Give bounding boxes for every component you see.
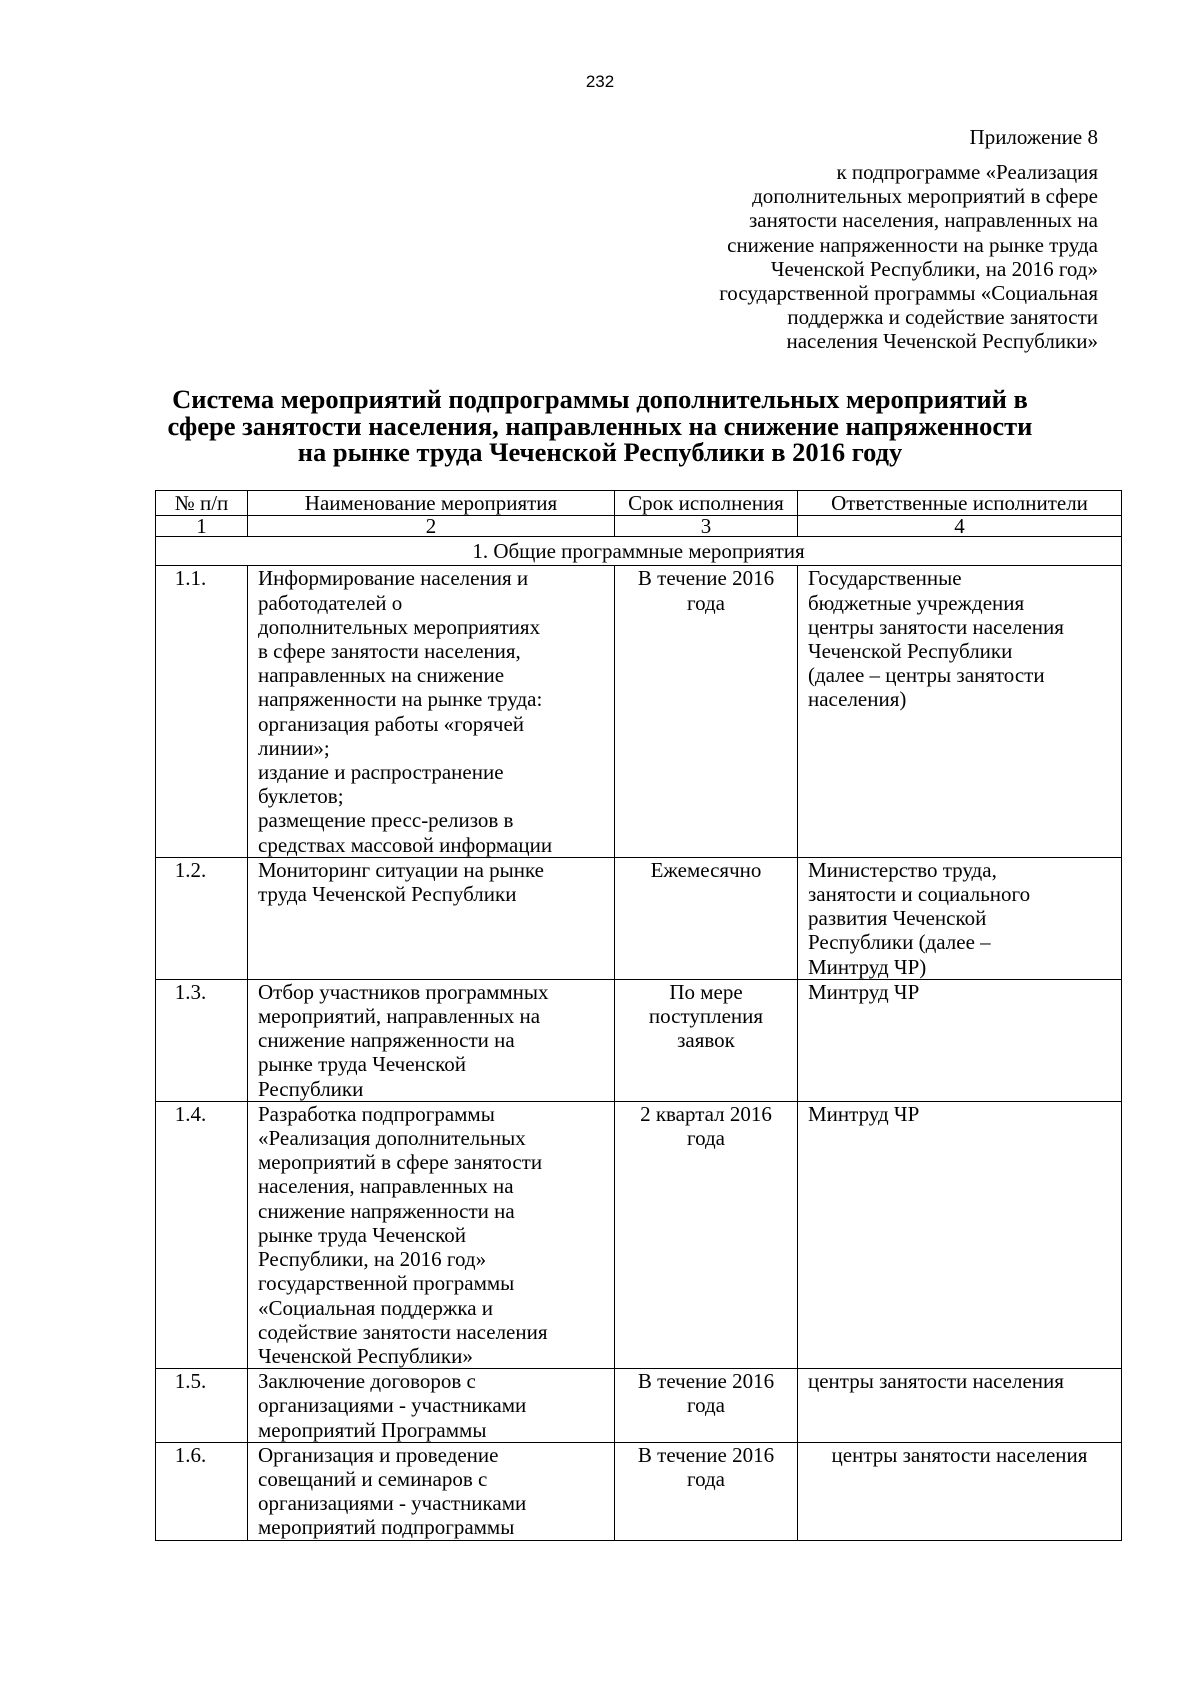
appendix-line: снижение напряженности на рынке труда xyxy=(727,232,1098,257)
activity-term xyxy=(615,979,798,1101)
title-line: Система мероприятий подпрограммы дополнительных мероприятий в xyxy=(172,384,1028,414)
appendix-line: поддержка и содействие занятости xyxy=(787,305,1098,330)
activity-executors-line: (далее – центры занятости xyxy=(808,663,1045,688)
activity-term-line: 2 квартал 2016 xyxy=(640,1101,772,1126)
table-row xyxy=(156,979,1122,1101)
activity-term xyxy=(615,1442,798,1540)
activity-term-line: поступления xyxy=(648,1004,764,1029)
table-row xyxy=(156,1369,1122,1443)
activity-term-line: года xyxy=(687,1126,725,1151)
activity-executors xyxy=(798,1369,1122,1443)
activity-name-line: Разработка подпрограммы xyxy=(258,1101,495,1126)
activity-executors-line: центры занятости населения xyxy=(808,614,1064,639)
activity-name xyxy=(248,1101,615,1368)
activity-name-line: организация работы «горячей xyxy=(258,711,525,736)
activity-name-line: Заключение договоров с xyxy=(258,1369,476,1394)
activity-name xyxy=(248,1369,615,1443)
title-line: сфере занятости населения, направленных на снижение напряженности xyxy=(167,410,1033,441)
activity-name xyxy=(248,857,615,979)
activity-name-line: Республики xyxy=(258,1076,364,1101)
activity-name-line: напряженности на рынке труда: xyxy=(258,687,543,712)
row-number: 1.4. xyxy=(156,1101,248,1368)
activity-name-line: рынке труда Чеченской xyxy=(258,1052,466,1077)
activity-name-line: линии»; xyxy=(258,735,330,760)
activity-executors-line: центры занятости населения xyxy=(808,1369,1064,1394)
activity-term xyxy=(615,566,798,857)
activity-executors xyxy=(798,979,1122,1101)
activity-executors-line: Министерство труда, xyxy=(808,857,997,882)
activity-name-line: труда Чеченской Республики xyxy=(258,882,517,907)
activity-name-line: совещаний и семинаров с xyxy=(258,1466,488,1491)
activity-term-line: В течение 2016 xyxy=(637,1442,775,1467)
activity-name-line: организациями - участниками xyxy=(258,1491,527,1516)
activity-name-line: мероприятий подпрограммы xyxy=(258,1515,515,1540)
column-number: 4 xyxy=(798,516,1122,537)
section-title: 1. Общие программные мероприятия xyxy=(156,537,1122,566)
activity-name-line: мероприятий Программы xyxy=(258,1417,487,1442)
appendix-line: Чеченской Республики, на 2016 год» xyxy=(770,256,1098,281)
activity-name-line: средствах массовой информации xyxy=(258,832,553,857)
activity-name-line: Отбор участников программных xyxy=(258,979,549,1004)
table-header-row xyxy=(156,491,1122,516)
activity-executors xyxy=(798,857,1122,979)
table-row xyxy=(156,566,1122,857)
appendix-line: дополнительных мероприятий в сфере xyxy=(752,184,1098,209)
activity-name-line: Мониторинг ситуации на рынке xyxy=(258,857,544,882)
header-number: № п/п xyxy=(156,491,248,516)
activity-name-line: работодателей о xyxy=(258,590,403,615)
activity-name-line: издание и распространение xyxy=(258,760,504,785)
activity-name-line: дополнительных мероприятиях xyxy=(258,614,541,639)
appendix-line: к подпрограмме «Реализация xyxy=(836,160,1098,184)
activity-executors xyxy=(798,1442,1122,1540)
row-number: 1.3. xyxy=(156,979,248,1101)
activity-name-line: организациями - участниками xyxy=(258,1393,527,1418)
activity-executors xyxy=(798,1101,1122,1368)
appendix-line: государственной программы «Социальная xyxy=(719,281,1098,306)
activities-table xyxy=(155,490,1122,1541)
activity-executors-line: Минтруд ЧР) xyxy=(808,954,927,979)
activity-executors-line: Государственные xyxy=(808,566,962,591)
activity-term-line: По мере xyxy=(669,979,743,1004)
column-number: 3 xyxy=(615,516,798,537)
activity-executors xyxy=(798,566,1122,857)
appendix-title: Приложение 8 xyxy=(969,125,1098,149)
activity-name-line: Организация и проведение xyxy=(258,1442,499,1467)
row-number: 1.6. xyxy=(156,1442,248,1540)
activity-executors-line: населения) xyxy=(808,687,907,712)
activity-name-line: «Социальная поддержка и xyxy=(258,1295,494,1320)
activity-executors-line: Минтруд ЧР xyxy=(808,979,920,1004)
activity-executors-line: Республики (далее – xyxy=(808,930,991,955)
activity-name-line: Республики, на 2016 год» xyxy=(258,1247,487,1272)
section-row xyxy=(156,537,1122,566)
activity-term-line: заявок xyxy=(677,1028,735,1053)
activity-term-line: Ежемесячно xyxy=(650,857,762,882)
activity-executors-line: бюджетные учреждения xyxy=(808,590,1025,615)
page-number: 232 xyxy=(585,72,615,91)
activity-term-line: года xyxy=(687,590,725,615)
activity-executors-line: Минтруд ЧР xyxy=(808,1101,920,1126)
column-number: 2 xyxy=(248,516,615,537)
activity-name-line: направленных на снижение xyxy=(258,663,505,688)
header-name: Наименование мероприятия xyxy=(248,491,615,516)
table-row xyxy=(156,1442,1122,1540)
row-number: 1.5. xyxy=(156,1369,248,1443)
activity-term-line: В течение 2016 xyxy=(637,566,775,591)
activity-name-line: Информирование населения и xyxy=(258,566,529,591)
row-number: 1.2. xyxy=(156,857,248,979)
activity-name-line: Чеченской Республики» xyxy=(258,1343,473,1368)
header-term: Срок исполнения xyxy=(615,491,798,516)
activity-name-line: населения, направленных на xyxy=(258,1174,514,1199)
activity-name-line: мероприятий, направленных на xyxy=(258,1004,541,1029)
activity-name-line: буклетов; xyxy=(258,784,344,809)
activity-executors-line: Чеченской Республики xyxy=(808,639,1013,664)
activity-name-line: государственной программы xyxy=(258,1271,515,1296)
activity-term xyxy=(615,1101,798,1368)
activity-executors-line: занятости и социального xyxy=(808,882,1031,907)
activity-name-line: в сфере занятости населения, xyxy=(258,639,521,664)
activity-term xyxy=(615,1369,798,1443)
row-number: 1.1. xyxy=(156,566,248,857)
activity-name-line: мероприятий в сфере занятости xyxy=(258,1150,543,1175)
activity-term-line: года xyxy=(687,1466,725,1491)
activity-name xyxy=(248,566,615,857)
activity-name-line: размещение пресс-релизов в xyxy=(258,808,514,833)
activity-term-line: В течение 2016 xyxy=(637,1369,775,1394)
appendix-caption xyxy=(578,160,1098,354)
activity-name-line: снижение напряженности на xyxy=(258,1198,515,1223)
column-number: 1 xyxy=(156,516,248,537)
activity-name-line: снижение напряженности на xyxy=(258,1028,515,1053)
activity-name-line: «Реализация дополнительных xyxy=(258,1126,526,1151)
appendix-line: населения Чеченской Республики» xyxy=(786,329,1098,354)
activity-name-line: содействие занятости населения xyxy=(258,1319,548,1344)
activity-name-line: рынке труда Чеченской xyxy=(258,1222,466,1247)
activity-term xyxy=(615,857,798,979)
column-numbers-row xyxy=(156,516,1122,537)
title-line: на рынке труда Чеченской Республики в 2016 году xyxy=(297,437,903,467)
table-row xyxy=(156,1101,1122,1368)
activity-term-line: года xyxy=(687,1393,725,1418)
activity-name xyxy=(248,1442,615,1540)
appendix-line: занятости населения, направленных на xyxy=(749,208,1098,233)
document-title xyxy=(100,386,1100,466)
table-row xyxy=(156,857,1122,979)
activity-executors-line: развития Чеченской xyxy=(808,906,987,931)
activity-executors-line: центры занятости населения xyxy=(831,1442,1088,1467)
activity-name xyxy=(248,979,615,1101)
header-executors: Ответственные исполнители xyxy=(798,491,1122,516)
